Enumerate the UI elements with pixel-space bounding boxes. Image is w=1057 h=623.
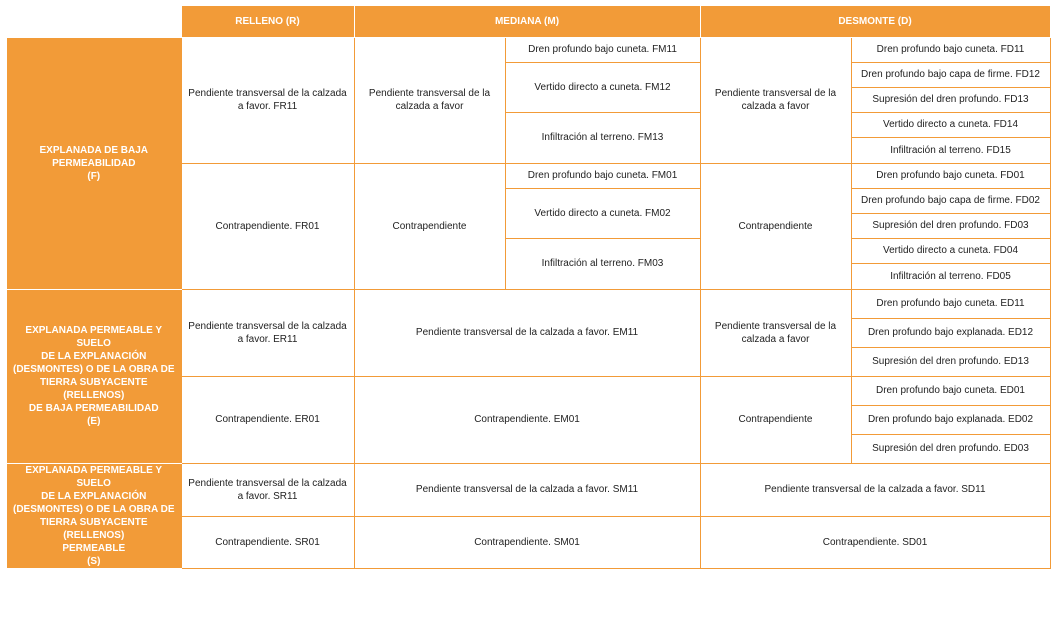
cell-ed01: Dren profundo bajo cuneta. ED01 [851,376,1050,405]
header-row [7,6,1050,37]
cell-fd02: Dren profundo bajo capa de firme. FD02 [851,188,1050,213]
cell-fm12: Vertido directo a cuneta. FM12 [505,62,700,112]
cell-er11: Pendiente transversal de la calzada a favor. ER11 [181,289,354,376]
cell-fm02: Vertido directo a cuneta. FM02 [505,188,700,238]
column-header-mediana: MEDIANA (M) [354,6,700,37]
corner-cell [7,6,181,37]
cell-sd11: Pendiente transversal de la calzada a favor. SD11 [700,463,1050,517]
cell-em01: Contrapendiente. EM01 [354,376,700,463]
cell-sm01: Contrapendiente. SM01 [354,517,700,568]
table-row [7,37,1050,62]
cell-ed-favor: Pendiente transversal de la calzada a favor [700,289,851,376]
row-header-s: EXPLANADA PERMEABLE Y SUELO DE LA EXPLANACIÓN (DESMONTES) O DE LA OBRA DE TIERRA SUBYACENTE (RELLENOS) PERMEABLE (S) [7,463,181,568]
cell-fr11: Pendiente transversal de la calzada a favor. FR11 [181,37,354,163]
row-header-f: EXPLANADA DE BAJA PERMEABILIDAD (F) [7,37,181,289]
cell-fd11: Dren profundo bajo cuneta. FD11 [851,37,1050,62]
cell-fm-contra: Contrapendiente [354,163,505,289]
cell-fd15: Infiltración al terreno. FD15 [851,137,1050,163]
cell-fd01: Dren profundo bajo cuneta. FD01 [851,163,1050,188]
table-row [7,463,1050,517]
cell-fm03: Infiltración al terreno. FM03 [505,238,700,289]
cell-sm11: Pendiente transversal de la calzada a favor. SM11 [354,463,700,517]
cell-fm13: Infiltración al terreno. FM13 [505,112,700,163]
cell-fd12: Dren profundo bajo capa de firme. FD12 [851,62,1050,87]
cell-ed13: Supresión del dren profundo. ED13 [851,347,1050,376]
cell-fm01: Dren profundo bajo cuneta. FM01 [505,163,700,188]
cell-ed02: Dren profundo bajo explanada. ED02 [851,405,1050,434]
cell-ed12: Dren profundo bajo explanada. ED12 [851,318,1050,347]
cell-fm-favor: Pendiente transversal de la calzada a favor [354,37,505,163]
cell-fr01: Contrapendiente. FR01 [181,163,354,289]
cell-fm11: Dren profundo bajo cuneta. FM11 [505,37,700,62]
cell-fd03: Supresión del dren profundo. FD03 [851,213,1050,238]
cell-sr11: Pendiente transversal de la calzada a favor. SR11 [181,463,354,517]
cell-ed-contra: Contrapendiente [700,376,851,463]
row-header-e: EXPLANADA PERMEABLE Y SUELO DE LA EXPLANACIÓN (DESMONTES) O DE LA OBRA DE TIERRA SUBYACENTE (RELLENOS) DE BAJA PERMEABILIDAD (E) [7,289,181,463]
cell-fd14: Vertido directo a cuneta. FD14 [851,112,1050,137]
cell-fd05: Infiltración al terreno. FD05 [851,263,1050,289]
table-row [7,289,1050,318]
cell-fd-contra: Contrapendiente [700,163,851,289]
column-header-desmonte: DESMONTE (D) [700,6,1050,37]
cell-er01: Contrapendiente. ER01 [181,376,354,463]
cell-fd13: Supresión del dren profundo. FD13 [851,87,1050,112]
cell-sd01: Contrapendiente. SD01 [700,517,1050,568]
cell-ed11: Dren profundo bajo cuneta. ED11 [851,289,1050,318]
cell-fd04: Vertido directo a cuneta. FD04 [851,238,1050,263]
column-header-relleno: RELLENO (R) [181,6,354,37]
cell-sr01: Contrapendiente. SR01 [181,517,354,568]
cell-em11: Pendiente transversal de la calzada a favor. EM11 [354,289,700,376]
drainage-table [7,6,1051,569]
cell-ed03: Supresión del dren profundo. ED03 [851,434,1050,463]
cell-fd-favor: Pendiente transversal de la calzada a favor [700,37,851,163]
